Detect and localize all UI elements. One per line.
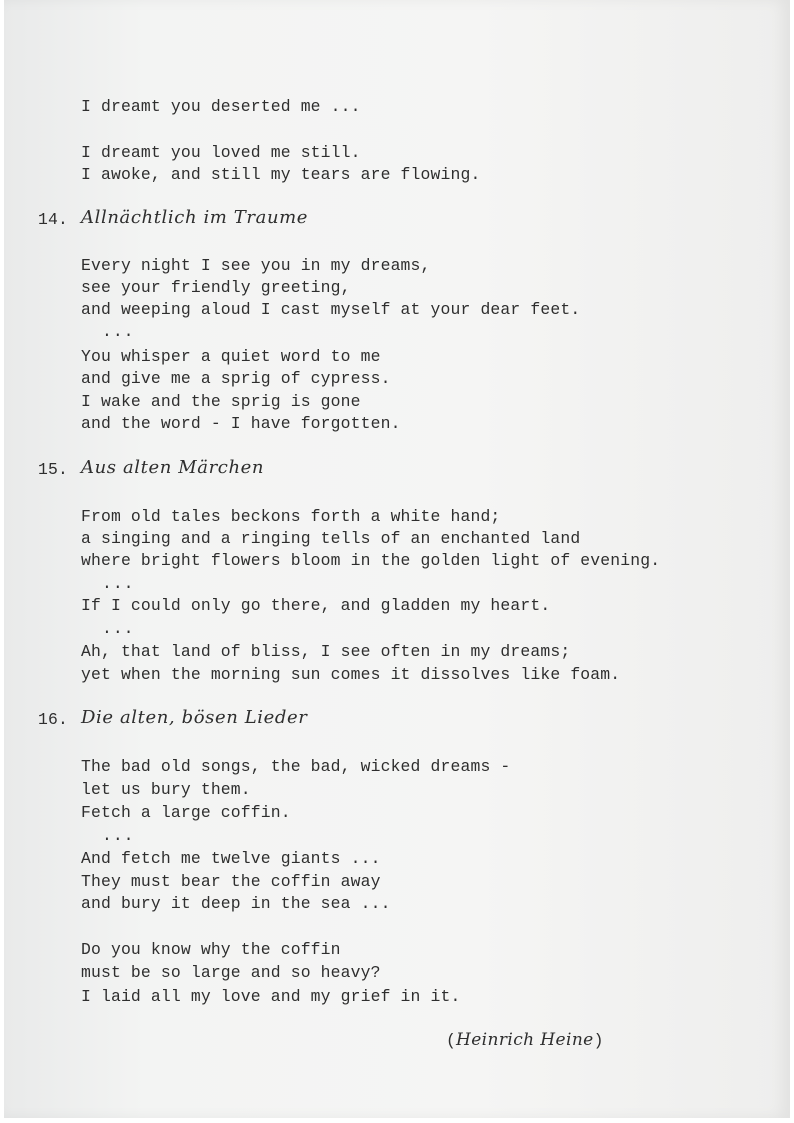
poem-line: a singing and a ringing tells of an enchanted land: [81, 529, 581, 548]
poem-line: You whisper a quiet word to me: [81, 347, 381, 366]
poem-line: where bright flowers bloom in the golden light of evening.: [81, 551, 661, 570]
poem-line: They must bear the coffin away: [81, 872, 381, 891]
poem-number: 16.: [38, 710, 68, 729]
poem-title: Aus alten Märchen: [81, 457, 265, 478]
poem-number: 15.: [38, 460, 68, 479]
poem-line: and the word - I have forgotten.: [81, 414, 401, 433]
intro-line: I dreamt you deserted me ...: [81, 97, 361, 116]
poem-line: let us bury them.: [81, 780, 251, 799]
intro-line: I dreamt you loved me still.: [81, 143, 361, 162]
intro-line: I awoke, and still my tears are flowing.: [81, 165, 481, 184]
poem-line: I laid all my love and my grief in it.: [81, 987, 461, 1006]
poem-line: Every night I see you in my dreams,: [81, 256, 431, 275]
poem-line: and weeping aloud I cast myself at your dear feet.: [81, 300, 581, 319]
poem-line: and bury it deep in the sea ...: [81, 894, 391, 913]
ellipsis-divider: ...: [102, 619, 135, 638]
poem-line: must be so large and so heavy?: [81, 963, 381, 982]
poem-line: Do you know why the coffin: [81, 940, 341, 959]
poem-line: see your friendly greeting,: [81, 278, 351, 297]
poem-line: and give me a sprig of cypress.: [81, 369, 391, 388]
page-bottom-margin: [0, 1118, 794, 1123]
poem-line: If I could only go there, and gladden my heart.: [81, 596, 551, 615]
ellipsis-divider: ...: [102, 322, 135, 341]
author-name: Heinrich Heine: [456, 1030, 594, 1050]
attribution-open-paren: (: [446, 1031, 456, 1050]
poem-line: From old tales beckons forth a white hand;: [81, 507, 501, 526]
poem-number: 14.: [38, 210, 68, 229]
author-attribution: [446, 1030, 604, 1051]
poem-line: Fetch a large coffin.: [81, 803, 291, 822]
ellipsis-divider: ...: [102, 826, 135, 845]
poem-title: Allnächtlich im Traume: [81, 207, 309, 228]
poem-title: Die alten, bösen Lieder: [81, 707, 308, 728]
poem-line: The bad old songs, the bad, wicked dreams -: [81, 757, 511, 776]
poem-line: I wake and the sprig is gone: [81, 392, 361, 411]
ellipsis-divider: ...: [102, 574, 135, 593]
poem-line: And fetch me twelve giants ...: [81, 849, 381, 868]
attribution-close-paren: ): [593, 1031, 604, 1050]
poem-line: Ah, that land of bliss, I see often in my dreams;: [81, 642, 571, 661]
poem-line: yet when the morning sun comes it dissolves like foam.: [81, 665, 621, 684]
